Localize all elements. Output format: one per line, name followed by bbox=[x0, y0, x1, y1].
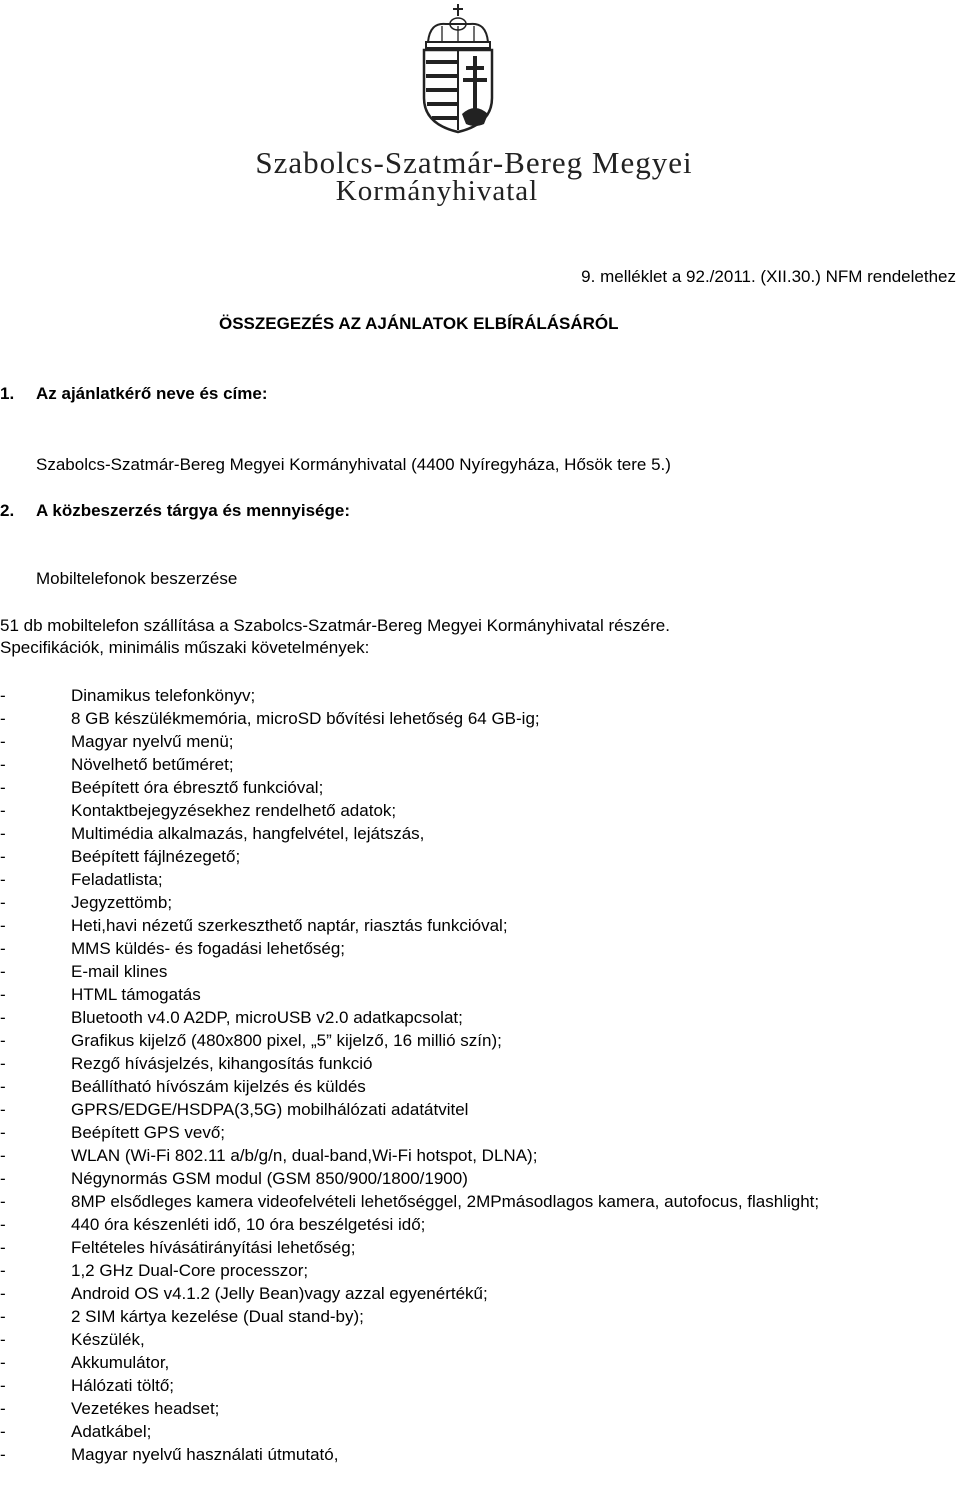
spec-item-text: E-mail klines bbox=[71, 962, 168, 981]
spec-item bbox=[0, 730, 900, 753]
spec-item-text: Hálózati töltő; bbox=[71, 1376, 174, 1395]
spec-item-text: Android OS v4.1.2 (Jelly Bean)vagy azzal egyenértékű; bbox=[71, 1284, 488, 1303]
spec-item bbox=[0, 960, 900, 983]
spec-item-text: Készülék, bbox=[71, 1330, 145, 1349]
list-bullet-dash: - bbox=[0, 1376, 6, 1395]
spec-item-text: WLAN (Wi-Fi 802.11 a/b/g/n, dual-band,Wi-Fi hotspot, DLNA); bbox=[71, 1146, 538, 1165]
section-2-heading-text: A közbeszerzés tárgya és mennyisége: bbox=[36, 501, 351, 520]
spec-item bbox=[0, 1236, 900, 1259]
list-bullet-dash: - bbox=[0, 1100, 6, 1119]
specification-list bbox=[0, 684, 900, 1466]
spec-item-text: Vezetékes headset; bbox=[71, 1399, 220, 1418]
list-bullet-dash: - bbox=[0, 1169, 6, 1188]
spec-item-text: 1,2 GHz Dual-Core processzor; bbox=[71, 1261, 309, 1280]
spec-item bbox=[0, 1282, 900, 1305]
spec-item bbox=[0, 1052, 900, 1075]
list-bullet-dash: - bbox=[0, 1307, 6, 1326]
list-bullet-dash: - bbox=[0, 755, 6, 774]
spec-item bbox=[0, 1144, 900, 1167]
spec-item-text: Feladatlista; bbox=[71, 870, 163, 889]
contracting-authority-address: Szabolcs-Szatmár-Bereg Megyei Kormányhivatal (4400 Nyíregyháza, Hősök tere 5.) bbox=[36, 455, 671, 474]
list-bullet-dash: - bbox=[0, 1284, 6, 1303]
spec-item bbox=[0, 1351, 900, 1374]
spec-item-text: 440 óra készenléti idő, 10 óra beszélgetési idő; bbox=[71, 1215, 426, 1234]
list-bullet-dash: - bbox=[0, 1261, 6, 1280]
spec-item bbox=[0, 1121, 900, 1144]
spec-item bbox=[0, 937, 900, 960]
spec-item bbox=[0, 914, 900, 937]
spec-item bbox=[0, 1443, 900, 1466]
section-1-heading-text: Az ajánlatkérő neve és címe: bbox=[36, 384, 268, 403]
org-name-line-2: Kormányhivatal bbox=[335, 175, 539, 207]
spec-item-text: Beépített GPS vevő; bbox=[71, 1123, 226, 1142]
list-bullet-dash: - bbox=[0, 1238, 6, 1257]
spec-item bbox=[0, 684, 900, 707]
list-bullet-dash: - bbox=[0, 1192, 6, 1211]
list-bullet-dash: - bbox=[0, 1008, 6, 1027]
spec-item-text: Növelhető betűméret; bbox=[71, 755, 234, 774]
spec-item bbox=[0, 776, 900, 799]
spec-item-text: Jegyzettömb; bbox=[71, 893, 173, 912]
spec-item bbox=[0, 1328, 900, 1351]
list-bullet-dash: - bbox=[0, 1123, 6, 1142]
list-bullet-dash: - bbox=[0, 1077, 6, 1096]
spec-item-text: Kontaktbejegyzésekhez rendelhető adatok; bbox=[71, 801, 397, 820]
list-bullet-dash: - bbox=[0, 847, 6, 866]
spec-item bbox=[0, 707, 900, 730]
document-title: ÖSSZEGEZÉS AZ AJÁNLATOK ELBÍRÁLÁSÁRÓL bbox=[219, 314, 619, 333]
spec-item bbox=[0, 753, 900, 776]
spec-item-text: GPRS/EDGE/HSDPA(3,5G) mobilhálózati adatátvitel bbox=[71, 1100, 469, 1119]
spec-item-text: Akkumulátor, bbox=[71, 1353, 170, 1372]
procurement-quantity: 51 db mobiltelefon szállítása a Szabolcs-Szatmár-Bereg Megyei Kormányhivatal részére. bbox=[0, 616, 670, 635]
specifications-intro: Specifikációk, minimális műszaki követelmények: bbox=[0, 638, 370, 657]
spec-item bbox=[0, 1305, 900, 1328]
spec-item bbox=[0, 983, 900, 1006]
spec-item-text: 8 GB készülékmemória, microSD bővítési lehetőség 64 GB-ig; bbox=[71, 709, 540, 728]
spec-item-text: Beépített fájlnézegető; bbox=[71, 847, 241, 866]
spec-item bbox=[0, 1213, 900, 1236]
spec-item bbox=[0, 868, 900, 891]
section-1-heading bbox=[0, 384, 268, 404]
spec-item bbox=[0, 822, 900, 845]
spec-item-text: Multimédia alkalmazás, hangfelvétel, lejátszás, bbox=[71, 824, 425, 843]
list-bullet-dash: - bbox=[0, 686, 6, 705]
spec-item-text: Feltételes hívásátirányítási lehetőség; bbox=[71, 1238, 356, 1257]
spec-item-text: Dinamikus telefonkönyv; bbox=[71, 686, 256, 705]
list-bullet-dash: - bbox=[0, 1353, 6, 1372]
spec-item bbox=[0, 1374, 900, 1397]
list-bullet-dash: - bbox=[0, 939, 6, 958]
list-bullet-dash: - bbox=[0, 1054, 6, 1073]
spec-item-text: Heti,havi nézetű szerkeszthető naptár, riasztás funkcióval; bbox=[71, 916, 508, 935]
spec-item bbox=[0, 891, 900, 914]
list-bullet-dash: - bbox=[0, 985, 6, 1004]
list-bullet-dash: - bbox=[0, 1215, 6, 1234]
spec-item-text: 8MP elsődleges kamera videofelvételi lehetőséggel, 2MPmásodlagos kamera, autofocus, flashlight; bbox=[71, 1192, 820, 1211]
spec-item-text: Magyar nyelvű menü; bbox=[71, 732, 234, 751]
list-bullet-dash: - bbox=[0, 916, 6, 935]
coat-of-arms-logo bbox=[418, 2, 498, 134]
list-bullet-dash: - bbox=[0, 893, 6, 912]
list-bullet-dash: - bbox=[0, 801, 6, 820]
spec-item bbox=[0, 1190, 900, 1213]
spec-item bbox=[0, 1397, 900, 1420]
spec-item-text: Magyar nyelvű használati útmutató, bbox=[71, 1445, 339, 1464]
spec-item-text: HTML támogatás bbox=[71, 985, 201, 1004]
spec-item bbox=[0, 1098, 900, 1121]
spec-item bbox=[0, 1420, 900, 1443]
spec-item-text: Adatkábel; bbox=[71, 1422, 152, 1441]
list-bullet-dash: - bbox=[0, 778, 6, 797]
section-2-number: 2. bbox=[0, 501, 15, 520]
spec-item-text: MMS küldés- és fogadási lehetőség; bbox=[71, 939, 346, 958]
spec-item-text: Grafikus kijelző (480x800 pixel, „5” kijelző, 16 millió szín); bbox=[71, 1031, 502, 1050]
list-bullet-dash: - bbox=[0, 1146, 6, 1165]
section-1-number: 1. bbox=[0, 384, 15, 403]
spec-item-text: Beépített óra ébresztő funkcióval; bbox=[71, 778, 324, 797]
list-bullet-dash: - bbox=[0, 1445, 6, 1464]
list-bullet-dash: - bbox=[0, 1330, 6, 1349]
list-bullet-dash: - bbox=[0, 1031, 6, 1050]
list-bullet-dash: - bbox=[0, 732, 6, 751]
list-bullet-dash: - bbox=[0, 1399, 6, 1418]
list-bullet-dash: - bbox=[0, 824, 6, 843]
spec-item-text: Négynormás GSM modul (GSM 850/900/1800/1900) bbox=[71, 1169, 468, 1188]
spec-item-text: 2 SIM kártya kezelése (Dual stand-by); bbox=[71, 1307, 364, 1326]
spec-item-text: Bluetooth v4.0 A2DP, microUSB v2.0 adatkapcsolat; bbox=[71, 1008, 463, 1027]
list-bullet-dash: - bbox=[0, 709, 6, 728]
spec-item bbox=[0, 1006, 900, 1029]
spec-item-text: Rezgő hívásjelzés, kihangosítás funkció bbox=[71, 1054, 373, 1073]
list-bullet-dash: - bbox=[0, 962, 6, 981]
spec-item bbox=[0, 845, 900, 868]
procurement-subject: Mobiltelefonok beszerzése bbox=[36, 569, 238, 588]
spec-item bbox=[0, 1167, 900, 1190]
spec-item bbox=[0, 799, 900, 822]
spec-item bbox=[0, 1075, 900, 1098]
list-bullet-dash: - bbox=[0, 870, 6, 889]
spec-item-text: Beállítható hívószám kijelzés és küldés bbox=[71, 1077, 366, 1096]
org-name-line-1: Szabolcs-Szatmár-Bereg Megyei bbox=[255, 145, 693, 180]
section-2-heading bbox=[0, 501, 350, 521]
spec-item bbox=[0, 1029, 900, 1052]
list-bullet-dash: - bbox=[0, 1422, 6, 1441]
annex-reference: 9. melléklet a 92./2011. (XII.30.) NFM rendelethez bbox=[581, 267, 956, 286]
spec-item bbox=[0, 1259, 900, 1282]
